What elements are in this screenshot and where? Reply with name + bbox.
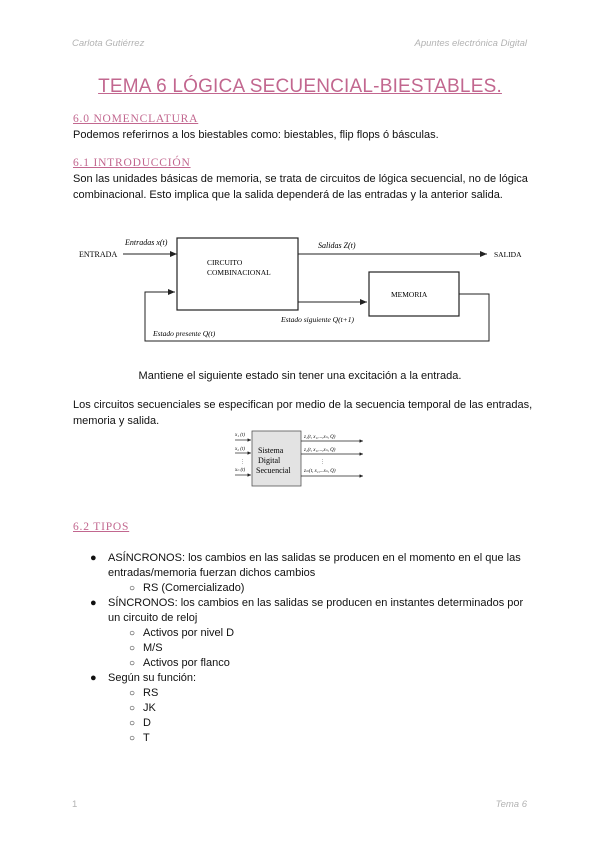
sub-item-text: Activos por flanco — [143, 657, 230, 669]
sub-list — [108, 581, 533, 596]
label-secuencial: Secuencial — [256, 466, 291, 475]
label-sistema: Sistema — [258, 446, 284, 455]
sub-list-item — [108, 641, 533, 656]
output-z2-label: z₂(t, x₁,...,xₙ, Q) — [304, 448, 336, 453]
circle-bullet-icon: ○ — [129, 688, 136, 699]
diagram-caption: Mantiene el siguiente estado sin tener una excitación a la entrada. — [138, 370, 462, 382]
sub-item-text: Activos por nivel D — [143, 627, 235, 639]
header-author: Carlota Gutiérrez — [72, 38, 145, 49]
footer-page-number: 1 — [72, 799, 78, 810]
label-salidas-z: Salidas Z(t) — [318, 241, 356, 250]
sub-item-text: RS (Comercializado) — [143, 582, 245, 594]
tipos-list — [73, 551, 533, 746]
label-salida: SALIDA — [494, 250, 522, 259]
sub-list-item — [108, 716, 533, 731]
circle-bullet-icon: ○ — [129, 733, 136, 744]
label-estado-presente: Estado presente Q(t) — [153, 329, 216, 338]
label-digital: Digital — [258, 456, 281, 465]
output-z1-label: z₁(t, x₁,...,xₙ, Q) — [304, 435, 336, 440]
sub-list-item — [108, 731, 533, 746]
sub-list-item — [108, 686, 533, 701]
sub-list-item — [108, 656, 533, 671]
output-zm-label: zₘ(t, x₁,...xₙ, Q) — [304, 469, 336, 474]
circle-bullet-icon: ○ — [129, 628, 136, 639]
label-circuito: CIRCUITO — [207, 258, 243, 267]
circle-bullet-icon: ○ — [129, 583, 136, 594]
sub-list-item — [108, 701, 533, 716]
circle-bullet-icon: ○ — [129, 643, 136, 654]
sub-item-text: JK — [143, 702, 156, 714]
bullet-icon: ● — [90, 552, 97, 564]
input-ellipsis: ⋮ — [240, 460, 245, 465]
circle-bullet-icon: ○ — [129, 703, 136, 714]
list-item-text: SÍNCRONOS: los cambios en las salidas se producen en instantes determinados por un circuito de reloj — [108, 597, 524, 624]
circle-bullet-icon: ○ — [129, 658, 136, 669]
sub-list — [108, 686, 533, 746]
label-combinacional: COMBINACIONAL — [207, 268, 271, 277]
bullet-icon: ● — [90, 672, 97, 684]
label-entrada: ENTRADA — [79, 250, 118, 259]
sub-item-text: D — [143, 717, 151, 729]
list-item — [73, 596, 533, 671]
sub-item-text: M/S — [143, 642, 163, 654]
sequential-system-diagram — [230, 428, 375, 490]
circle-bullet-icon: ○ — [129, 718, 136, 729]
heading-tipos: 6.2 TIPOS — [73, 521, 130, 533]
introduccion-text: Son las unidades básicas de memoria, se trata de circuitos de lógica secuencial, no de lógica combinacional. Esto implica que la salida dependerá de las entradas y la anterior salida. — [73, 173, 528, 201]
heading-introduccion: 6.1 INTRODUCCIÓN — [73, 157, 191, 169]
list-item-text: Según su función: — [108, 672, 197, 684]
header-subject: Apuntes electrónica Digital — [414, 38, 527, 49]
page-title: TEMA 6 LÓGICA SECUENCIAL-BIESTABLES. — [98, 76, 502, 97]
label-memoria: MEMORIA — [391, 290, 428, 299]
label-entradas-x: Entradas x(t) — [125, 238, 168, 247]
introduccion-text-2: Los circuitos secuenciales se especifican por medio de la secuencia temporal de las entradas, memoria y salida. — [73, 399, 533, 427]
nomenclatura-text: Podemos referirnos a los biestables como: biestables, flip flops ó básculas. — [73, 129, 439, 141]
sequential-circuit-diagram — [73, 232, 533, 352]
list-item — [73, 551, 533, 596]
sub-list-item — [108, 581, 533, 596]
footer-tema: Tema 6 — [495, 799, 527, 810]
sub-list-item — [108, 626, 533, 641]
input-x2-label: x₂ (t) — [235, 447, 245, 452]
heading-nomenclatura: 6.0 NOMENCLATURA — [73, 113, 199, 125]
list-item — [73, 671, 533, 746]
output-ellipsis: ⋮ — [320, 460, 325, 465]
list-item-text: ASÍNCRONOS: los cambios en las salidas se producen en el momento en el que las entradas/memoria fuerzan dichos cambios — [108, 552, 521, 579]
input-xn-label: xₙ (t) — [235, 468, 246, 473]
label-estado-siguiente: Estado siguiente Q(t+1) — [281, 315, 354, 324]
sub-list — [108, 626, 533, 671]
sub-item-text: T — [143, 732, 150, 744]
bullet-icon: ● — [90, 597, 97, 609]
sub-item-text: RS — [143, 687, 159, 699]
input-x1-label: x₁ (t) — [235, 433, 245, 438]
